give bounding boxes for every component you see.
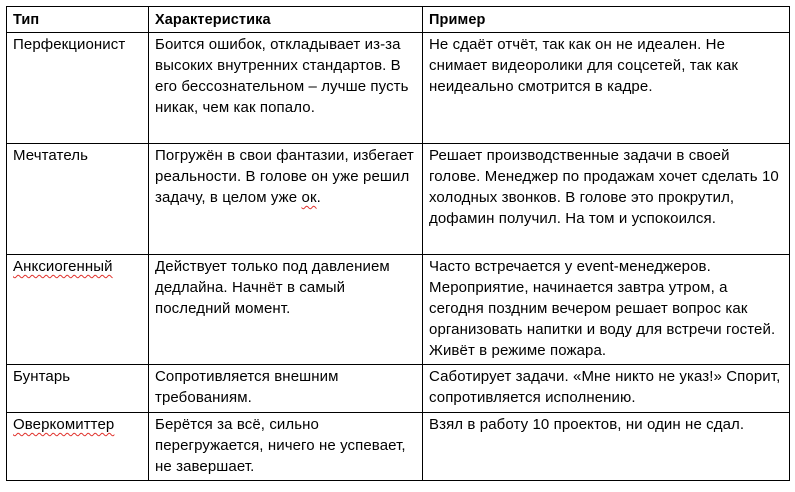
cell-type: Перфекционист [7, 33, 149, 144]
header-characteristic: Характеристика [149, 7, 423, 33]
cell-type: Мечтатель [7, 144, 149, 255]
cell-example: Взял в работу 10 проектов, ни один не сдал. [423, 413, 790, 481]
table-row [7, 144, 790, 255]
cell-characteristic-text: Погружён в свои фантазии, избегает реальности. В голове он уже решил задачу, в целом уже [155, 147, 414, 206]
cell-type: Бунтарь [7, 365, 149, 413]
cell-type [7, 413, 149, 481]
header-type: Тип [7, 7, 149, 33]
table-row [7, 255, 790, 365]
procrastination-types-table [6, 6, 790, 481]
cell-characteristic: Берётся за всё, сильно перегружается, ничего не успевает, не завершает. [149, 413, 423, 481]
cell-example: Не сдаёт отчёт, так как он не идеален. Не снимает видеоролики для соцсетей, так как неидеально смотрится в кадре. [423, 33, 790, 144]
table-row [7, 413, 790, 481]
cell-example: Саботирует задачи. «Мне никто не указ!» Спорит, сопротивляется исполнению. [423, 365, 790, 413]
cell-type [7, 255, 149, 365]
cell-example: Часто встречается у event-менеджеров. Мероприятие, начинается завтра утром, а сегодня поздним вечером решает вопрос как организовать напитки и воду для встречи гостей. Живёт в режиме пожара. [423, 255, 790, 365]
table-row [7, 365, 790, 413]
spellcheck-marked-word: Анксиогенный [13, 258, 113, 275]
cell-characteristic-end: . [316, 189, 321, 206]
cell-characteristic: Действует только под давлением дедлайна. Начнёт в самый последний момент. [149, 255, 423, 365]
spellcheck-marked-word: Оверкомиттер [13, 416, 115, 433]
header-example: Пример [423, 7, 790, 33]
table-header-row [7, 7, 790, 33]
cell-characteristic [149, 144, 423, 255]
cell-characteristic: Сопротивляется внешним требованиям. [149, 365, 423, 413]
cell-characteristic: Боится ошибок, откладывает из-за высоких внутренних стандартов. В его бессознательном – лучше пусть никак, чем как попало. [149, 33, 423, 144]
cell-example: Решает производственные задачи в своей голове. Менеджер по продажам хочет сделать 10 холодных звонков. В голове это прокрутил, дофамин получил. На том и успокоился. [423, 144, 790, 255]
spellcheck-marked-word: ок [301, 189, 317, 206]
table-row [7, 33, 790, 144]
